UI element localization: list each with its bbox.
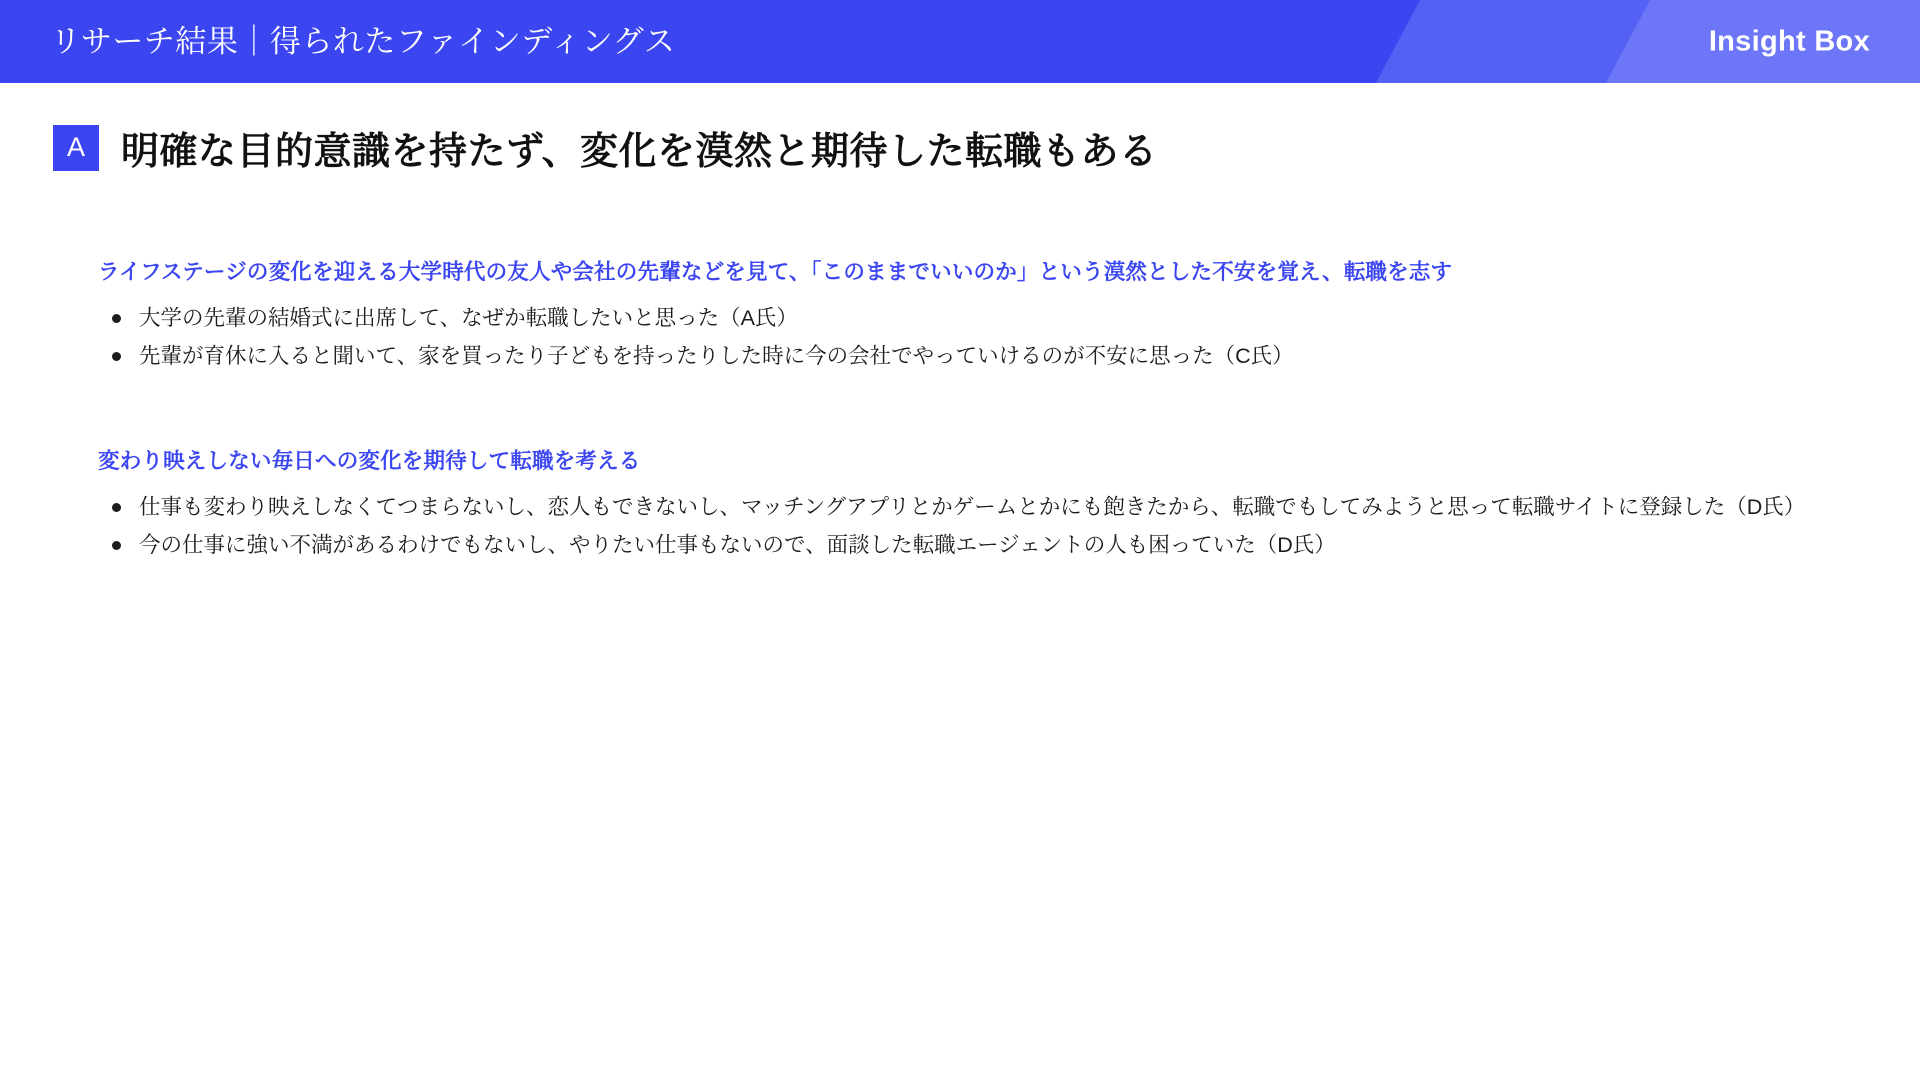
list-item: 大学の先輩の結婚式に出席して、なぜか転職したいと思った（A氏） — [98, 301, 1860, 336]
slide-title-row — [0, 120, 1920, 175]
section-divider-space — [98, 420, 1860, 446]
finding-section — [98, 446, 1860, 563]
section-heading: ライフステージの変化を迎える大学時代の友人や会社の先輩などを見て、「このままでいいのか」という漠然とした不安を覚え、転職を志す — [98, 260, 1453, 284]
list-item: 今の仕事に強い不満があるわけでもないし、やりたい仕事もないので、面談した転職エージェントの人も困っていた（D氏） — [98, 528, 1860, 563]
slide-badge: A — [53, 125, 99, 171]
bullet-list — [98, 301, 1860, 374]
header-title: リサーチ結果｜得られたファインディングス — [50, 24, 676, 59]
finding-section — [98, 257, 1860, 374]
list-item: 先輩が育休に入ると聞いて、家を買ったり子どもを持ったりした時に今の会社でやっていけるのが不安に思った（C氏） — [98, 339, 1860, 374]
bullet-list — [98, 490, 1860, 563]
brand-logo-text: Insight Box — [1708, 25, 1870, 57]
slide-content — [0, 257, 1920, 563]
page-title: 明確な目的意識を持たず、変化を漠然と期待した転職もある — [121, 131, 1158, 173]
list-item: 仕事も変わり映えしなくてつまらないし、恋人もできないし、マッチングアプリとかゲームとかにも飽きたから、転職でもしてみようと思って転職サイトに登録した（D氏） — [98, 490, 1860, 525]
page-header — [0, 0, 1920, 83]
section-heading: 変わり映えしない毎日への変化を期待して転職を考える — [98, 448, 641, 473]
